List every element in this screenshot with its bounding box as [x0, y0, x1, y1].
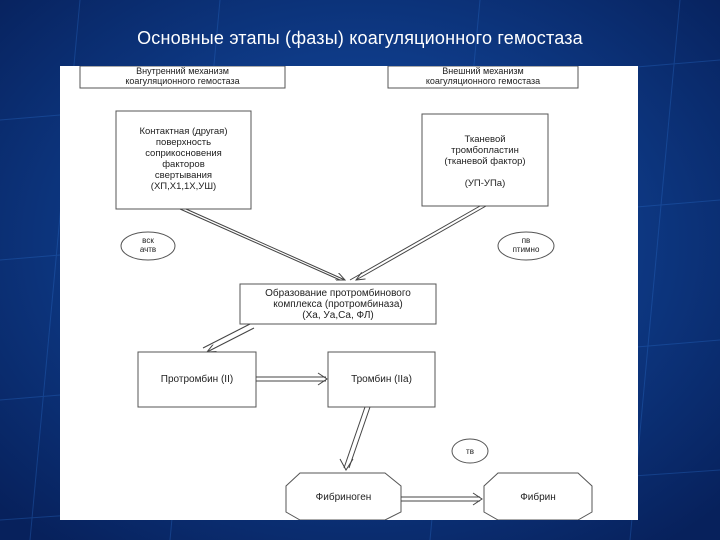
arrow-tissue-to-prothrombinase [350, 206, 486, 280]
fibrinogen-label: Фибриноген [315, 492, 372, 503]
intrinsic-header-label: Внутренний механизм коагуляционного гемостаза [125, 66, 240, 86]
pt-oval-label: пв птимно [512, 236, 540, 254]
thrombin-label: Тромбин (IIa) [351, 374, 412, 385]
diagram-panel [60, 66, 638, 520]
arrow-prothrombinase-to-prothrombin [203, 324, 254, 352]
prothrombin-label: Протромбин (II) [160, 374, 234, 385]
arrow-thrombin-to-fibrinogen [340, 407, 370, 470]
fibrin-label: Фибрин [520, 492, 556, 503]
extrinsic-header-label: Внешний механизм коагуляционного гемостаза [425, 66, 541, 86]
arrow-fibrinogen-to-fibrin [401, 493, 482, 505]
arrow-contact-to-prothrombinase [180, 209, 345, 280]
arrow-prothrombin-to-thrombin [256, 373, 327, 385]
contact-box-label: Контактная (другая) поверхность соприкосновения факторов свертывания (ХП,Х1,1Х,УШ) [139, 126, 228, 192]
tv-oval-label: тв [466, 447, 474, 456]
prothrombinase-label: Образование протромбинового комплекса (протромбиназа) (Ха, Уа,Са, ФЛ) [265, 288, 411, 321]
activation-oval-label: вск ачтв [139, 236, 157, 254]
slide-title: Основные этапы (фазы) коагуляционного гемостаза [137, 28, 583, 48]
tissue-box-label: Тканевой тромбопластин (тканевой фактор) (УП-УПа) [444, 134, 526, 189]
